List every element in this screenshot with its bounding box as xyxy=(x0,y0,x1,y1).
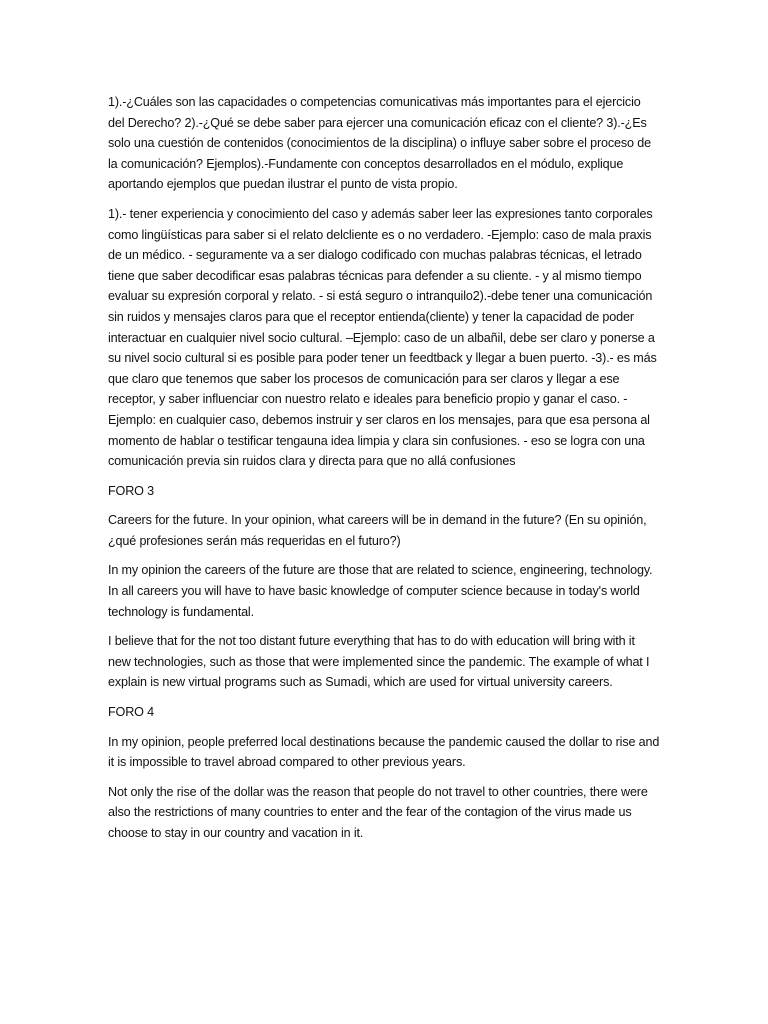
answer-paragraph: 1).- tener experiencia y conocimiento del caso y además saber leer las expresiones tanto corporales como lingüísticas para saber si el relato delcliente es o no verdadero. -Ejemplo: caso de mala praxis de un médico. - seguramente va a ser dialogo codificado con muchas palabras técnicas, el letrado tiene que saber decodificar esas palabras técnicas para defender a su cliente. - y al mismo tiempo evaluar su expresión corporal y relato. - si está seguro o intranquilo2).-debe tener una comunicación sin ruidos y mensajes claros para que el receptor entienda(cliente) y tener la capacidad de poder interactuar en cualquier nivel socio cultural. –Ejemplo: caso de un albañil, debe ser claro y ponerse a su nivel socio cultural si es posible para poder tener un feedtback y llegar a buen puerto. -3).- es más que claro que tenemos que saber los procesos de comunicación para ser claros y llegar a ese receptor, y saber influenciar con nuestro relato e ideales para beneficio propio y ganar el caso. -Ejemplo: en cualquier caso, debemos instruir y ser claros en los mensajes, para que esa persona al momento de hablar o testificar tengauna idea limpia y clara sin confusiones. - eso se logra con una comunicación previa sin ruidos clara y directa para que no allá confusiones xyxy=(108,206,657,469)
foro-4-answer-1: In my opinion, people preferred local destinations because the pandemic caused the dollar to rise and it is impossible to travel abroad compared to other previous years. xyxy=(108,734,660,770)
section-heading-foro-4: FORO 4 xyxy=(108,705,154,720)
section-heading-foro-3: FORO 3 xyxy=(108,483,154,498)
question-paragraph: 1).-¿Cuáles son las capacidades o competencias comunicativas más importantes para el ejercicio del Derecho? 2).-¿Qué se debe saber para ejercer una comunicación eficaz con el cliente? 3).-¿Es solo una cuestión de contenidos (conocimientos de la disciplina) o influye saber sobre el proceso de la comunicación? Ejemplos).-Fundamente con conceptos desarrollados en el módulo, explique aportando ejemplos que puedan ilustrar el punto de vista propio. xyxy=(108,95,651,192)
foro-4-answer-2: Not only the rise of the dollar was the reason that people do not travel to other countries, there were also the restrictions of many countries to enter and the fear of the contagion of the virus made us choose to stay in our country and vacation in it. xyxy=(108,784,648,840)
foro-3-answer-2: I believe that for the not too distant future everything that has to do with education will bring with it new technologies, such as those that were implemented since the pandemic. The example of what I explain is new virtual programs such as Sumadi, which are used for virtual university careers. xyxy=(108,634,650,690)
foro-3-answer-1: In my opinion the careers of the future are those that are related to science, engineering, technology. In all careers you will have to have basic knowledge of computer science because in today's world technology is fundamental. xyxy=(108,563,653,619)
foro-3-question: Careers for the future. In your opinion, what careers will be in demand in the future? (En su opinión, ¿qué profesiones serán más requeridas en el futuro?) xyxy=(108,513,647,548)
document-page xyxy=(108,92,660,853)
